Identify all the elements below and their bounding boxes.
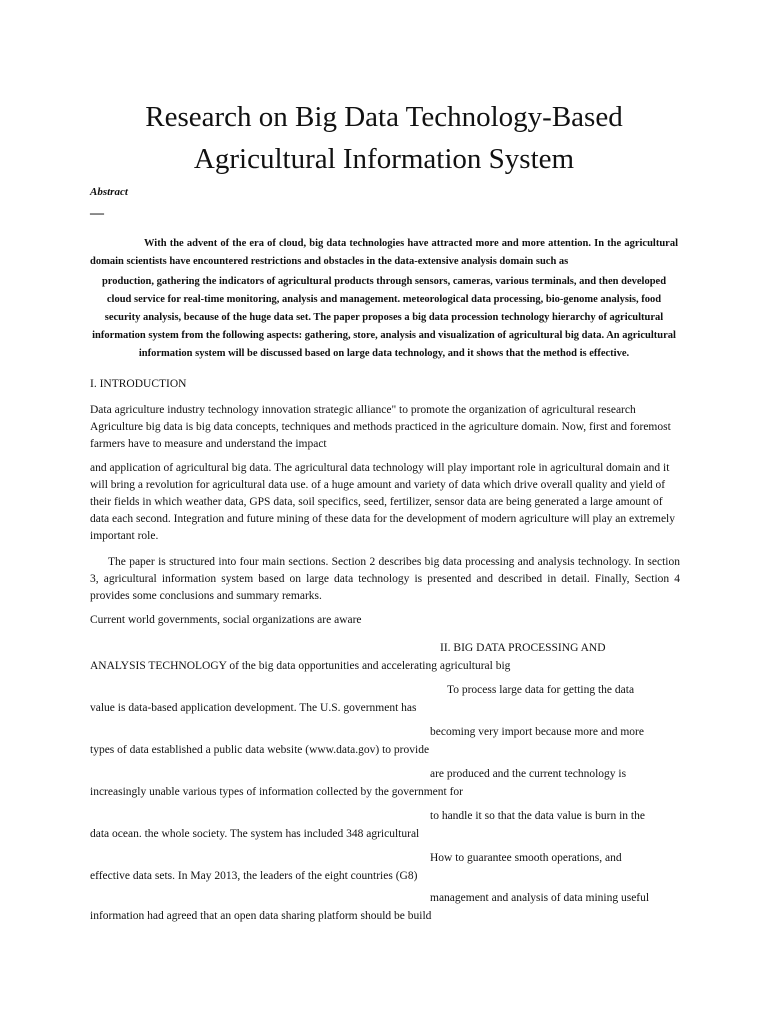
abstract-dash: — xyxy=(90,206,104,221)
intro-paragraph-1: Data agriculture industry technology innovation strategic alliance" to promote the organization of agricultural research Agriculture big data is big data concepts, techniques and methods practiced in the agriculture domain. Now, first and foremost farmers have to measure and understand the impact xyxy=(90,404,671,450)
left-column-text: ANALYSIS TECHNOLOGY of the big data opportunities and accelerating agricultural big xyxy=(90,660,511,672)
title-line-2: Agricultural Information System xyxy=(193,143,575,175)
section-heading-introduction: I. INTRODUCTION xyxy=(90,378,187,390)
abstract-label: Abstract xyxy=(90,186,128,198)
right-column-text: II. BIG DATA PROCESSING AND xyxy=(440,642,606,654)
right-column-text: to handle it so that the data value is burn in the xyxy=(430,810,645,822)
left-column-text: information had agreed that an open data sharing platform should be build xyxy=(90,910,432,922)
right-column-text: becoming very import because more and more xyxy=(430,726,644,738)
abstract-paragraph-1: With the advent of the era of cloud, big data technologies have attracted more and more attention. In the agricultural domain scientists have encountered restrictions and obstacles in the data-extensive analysis domain such as xyxy=(90,238,678,267)
left-column-text: effective data sets. In May 2013, the leaders of the eight countries (G8) xyxy=(90,870,418,882)
intro-paragraph-3: The paper is structured into four main sections. Section 2 describes big data processing and analysis technology. In section 3, agricultural information system based on large data technology is presented and described in detail. Finally, Section 4 provides some conclusions and summary remarks. xyxy=(90,556,680,602)
left-column-text: data ocean. the whole society. The system has included 348 agricultural xyxy=(90,828,420,840)
left-column-text: increasingly unable various types of information collected by the government for xyxy=(90,786,463,798)
intro-paragraph-4: Current world governments, social organizations are aware xyxy=(90,614,362,626)
right-column-text: How to guarantee smooth operations, and xyxy=(430,852,622,864)
left-column-text: value is data-based application development. The U.S. government has xyxy=(90,702,417,714)
left-column-text: types of data established a public data website (www.data.gov) to provide xyxy=(90,744,430,756)
intro-paragraph-2: and application of agricultural big data. The agricultural data technology will play important role in agricultural domain and it will bring a revolution for agricultural data use. of a huge amount and variety of data which drive overall quality and yield of their fields in which weather data, GPS data, soil specifics, seed, fertilizer, sensor data are being generated a large amount of data each second. Integration and future mining of these data for the development of modern agriculture will play an extremely important role. xyxy=(90,462,676,542)
paper-title xyxy=(0,96,768,180)
right-column-text: To process large data for getting the data xyxy=(447,684,635,696)
right-column-text: management and analysis of data mining useful xyxy=(430,892,650,904)
title-line-1: Research on Big Data Technology-Based xyxy=(145,101,623,133)
abstract-paragraph-2: production, gathering the indicators of agricultural products through sensors, cameras, various terminals, and then developed cloud service for real-time monitoring, analysis and management. meteorological data processing, bio-genome analysis, food security analysis, because of the huge data set. The paper proposes a big data procession technology hierarchy of agricultural information system from the following aspects: gathering, store, analysis and visualization of agricultural big data. An agricultural information system will be discussed based on large data technology, and it shows that the method is effective. xyxy=(92,276,676,359)
right-column-text: are produced and the current technology is xyxy=(430,768,627,780)
